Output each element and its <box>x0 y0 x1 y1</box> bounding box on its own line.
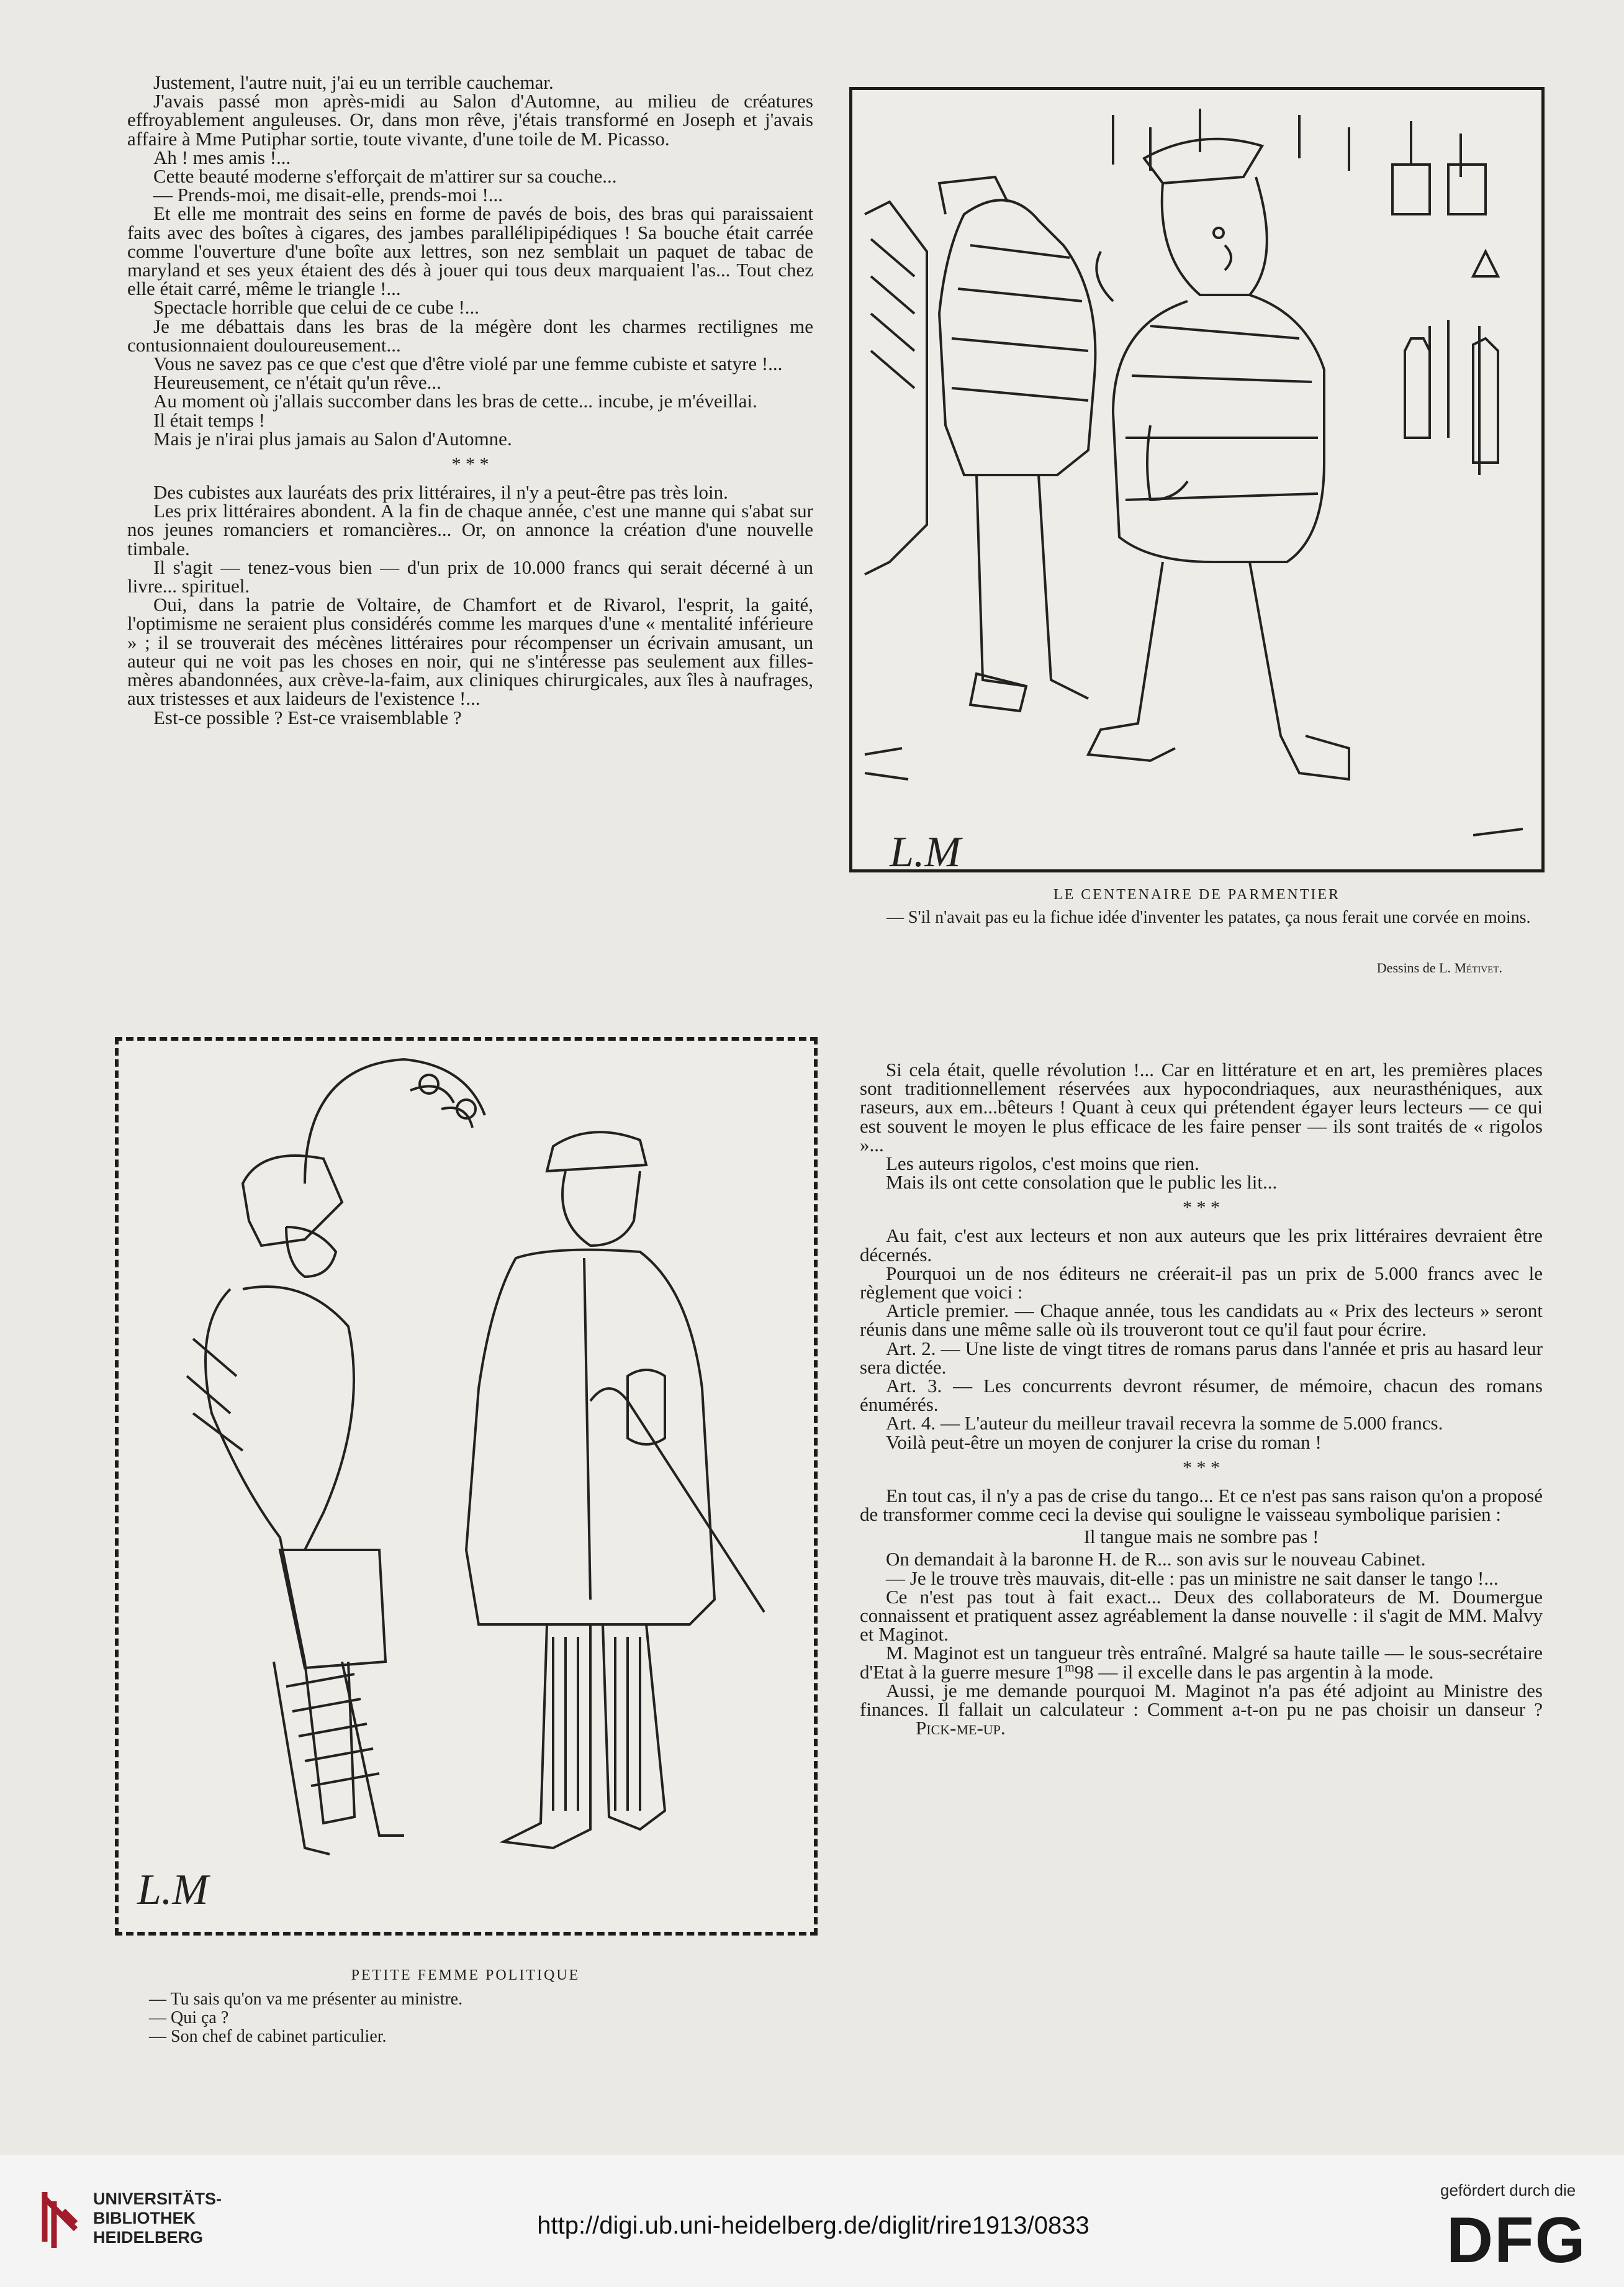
section-separator: * * * <box>1183 1197 1220 1218</box>
university-logo-icon <box>38 2186 82 2254</box>
section-separator: * * * <box>451 454 489 475</box>
digitization-footer <box>0 2155 1624 2287</box>
paragraph: Oui, dans la patrie de Voltaire, de Chamfort et de Rivarol, l'esprit, la gaité, l'optimisme ne seraient plus considérés comme les marques d'une « mentalité inférieure » ; il se trouverait des mécènes littéraires pour récompenser un écrivain amusant, un auteur qui ne voit pas les choses en noir, qui ne s'intéresse pas seulement aux filles-mères abandonnées, aux crève-la-faim, aux cliniques chirurgicales, aux îles à naufrages, aux tristesses et aux laideurs de l'existence !... <box>127 594 813 710</box>
paragraph: Mais je n'irai plus jamais au Salon d'Automne. <box>153 427 512 450</box>
author-signature: Pick-me-up. <box>916 1717 1006 1739</box>
caption-line: — Son chef de cabinet particulier. <box>149 2027 387 2046</box>
paragraph: Heureusement, ce n'était qu'un rêve... <box>153 371 441 394</box>
paragraph: Article premier. — Chaque année, tous les candidats au « Prix des lecteurs » seront réunis dans une même salle où ils trouveront tout ce qu'il faut pour écrire. <box>860 1300 1543 1341</box>
paragraph: Art. 2. — Une liste de vingt titres de romans parus dans l'année et pris au hasard leur sera dictée. <box>860 1337 1543 1378</box>
paragraph: Aussi, je me demande pourquoi M. Maginot n'a pas été adjoint au Ministre des finances. Il fallait un calculateur : Comment a-t-on pu ne pas choisir un danseur ?Pick-me-up. <box>860 1679 1543 1739</box>
paragraph: Il s'agit — tenez-vous bien — d'un prix de 10.000 francs qui serait décerné à un livre... spirituel. <box>127 556 813 597</box>
paragraph: Les prix littéraires abondent. A la fin de chaque année, c'est une manne qui s'abat sur nos jeunes romanciers et romancières... Or, on annonce la création d'une nouvelle timbale. <box>127 500 813 559</box>
cartoon-petite-femme-drawing <box>119 1041 814 1932</box>
paragraph: Ce n'est pas tout à fait exact... Deux des collaborateurs de M. Doumergue connaissent et pratiquent assez agréablement la danse nouvelle : il s'agit de MM. Malvy et Maginot. <box>860 1585 1543 1646</box>
university-name: UNIVERSITÄTS- BIBLIOTHEK HEIDELBERG <box>93 2190 222 2247</box>
paragraph: Au fait, c'est aux lecteurs et non aux auteurs que les prix littéraires devraient être décernés. <box>860 1225 1543 1266</box>
paragraph: M. Maginot est un tangueur très entraîné. Malgré sa haute taille — le sous-secrétaire d'Etat à la guerre mesure 1$^m$98 — il excelle dans le pas argentin à la mode. <box>860 1642 1543 1683</box>
cartoon-petite-femme <box>115 1037 818 1936</box>
paragraph: Cette beauté moderne s'efforçait de m'attirer sur sa couche... <box>153 165 617 188</box>
permalink-url[interactable]: http://digi.ub.uni-heidelberg.de/diglit/rire1913/0833 <box>537 2212 1089 2239</box>
motto: Il tangue mais ne sombre pas ! <box>1083 1526 1319 1548</box>
paragraph: Je me débattais dans les bras de la mégère dont les charmes rectilignes me contusionnaient douloureusement... <box>127 315 813 356</box>
paragraph: Pourquoi un de nos éditeurs ne créerait-il pas un prix de 5.000 francs avec le règlement que voici : <box>860 1262 1543 1303</box>
paragraph: Art. 3. — Les concurrents devront résumer, de mémoire, chacun des romans énumérés. <box>860 1375 1543 1416</box>
paragraph: On demandait à la baronne H. de R... son avis sur le nouveau Cabinet. <box>886 1548 1426 1570</box>
paragraph: Mais ils ont cette consolation que le public les lit... <box>886 1171 1278 1193</box>
illustration-credit: Dessins de L. Métivet. <box>1376 960 1502 976</box>
right-column-bottom <box>860 1061 1543 1738</box>
cartoon-signature: L.M <box>890 828 961 869</box>
paragraph: Voilà peut-être un moyen de conjurer la crise du roman ! <box>886 1431 1322 1453</box>
paragraph: En tout cas, il n'y a pas de crise du tango... Et ce n'est pas sans raison qu'on a proposé de transformer comme ceci la devise qui souligne le vaisseau symbolique parisien : <box>860 1484 1543 1526</box>
paragraph: J'avais passé mon après-midi au Salon d'Automne, au milieu de créatures effroyablement anguleuses. Or, dans mon rêve, j'étais transformé en Joseph et j'avais affaire à Mme Putiphar sortie, toute vivante, d'une toile de M. Picasso. <box>127 90 813 150</box>
cartoon-left-title: PETITE FEMME POLITIQUE <box>351 1967 580 1983</box>
paragraph: Justement, l'autre nuit, j'ai eu un terrible cauchemar. <box>153 71 554 93</box>
paragraph: Spectacle horrible que celui de ce cube !... <box>153 296 480 319</box>
cartoon-right-caption: — S'il n'avait pas eu la fichue idée d'inventer les patates, ça nous ferait une corvée en moins. <box>886 908 1531 927</box>
paragraph: Il était temps ! <box>153 409 265 431</box>
caption-line: — Qui ça ? <box>149 2008 229 2027</box>
cartoon-left-caption <box>149 1990 807 2046</box>
paragraph: Au moment où j'allais succomber dans les bras de cette... incube, je m'éveillai. <box>153 390 757 412</box>
paragraph: Est-ce possible ? Est-ce vraisemblable ? <box>153 706 462 728</box>
paragraph: Art. 4. — L'auteur du meilleur travail recevra la somme de 5.000 francs. <box>886 1412 1443 1434</box>
paragraph: Et elle me montrait des seins en forme de pavés de bois, des bras qui paraissaient faits avec des boîtes à cigares, des jambes parallélipipédiques ! Sa bouche était carrée comme l'ouverture d'une boîte aux lettres, son nez semblait un paquet de tabac de maryland et ses yeux étaient des dés à jouer qui tous deux marquaient l'as... Tout chez elle était carré, même le triangle !... <box>127 202 813 300</box>
caption-line: — Tu sais qu'on va me présenter au ministre. <box>149 1990 463 2009</box>
dfg-logo: DFG <box>1446 2204 1587 2276</box>
paragraph: Si cela était, quelle révolution !... Car en littérature et en art, les premières places sont traditionnellement réservées aux hypocondriaques, aux neurasthéniques, aux raseurs, aux em...bêteurs ! Quant à ceux qui prétendent égayer leurs lecteurs — ce qui est souvent le moyen le plus efficace de les faire penser — ils sont traités de « rigolos »... <box>860 1059 1543 1156</box>
left-column-top <box>127 73 813 727</box>
paragraph: Les auteurs rigolos, c'est moins que rien. <box>886 1153 1199 1175</box>
funding-label: gefördert durch die <box>1440 2181 1576 2199</box>
paragraph: — Prends-moi, me disait-elle, prends-moi !... <box>153 184 503 206</box>
cartoon-parmentier-drawing <box>852 90 1541 869</box>
cartoon-right-title: LE CENTENAIRE DE PARMENTIER <box>1053 887 1341 903</box>
cartoon-signature: L.M <box>137 1866 209 1914</box>
paragraph: — Je le trouve très mauvais, dit-elle : pas un ministre ne sait danser le tango !... <box>886 1567 1499 1589</box>
paragraph: Vous ne savez pas ce que c'est que d'être violé par une femme cubiste et satyre !... <box>153 353 783 375</box>
cartoon-parmentier <box>849 87 1545 872</box>
paragraph: Des cubistes aux lauréats des prix littéraires, il n'y a peut-être pas très loin. <box>153 481 728 504</box>
section-separator: * * * <box>1183 1457 1220 1478</box>
paragraph: Ah ! mes amis !... <box>153 146 291 168</box>
